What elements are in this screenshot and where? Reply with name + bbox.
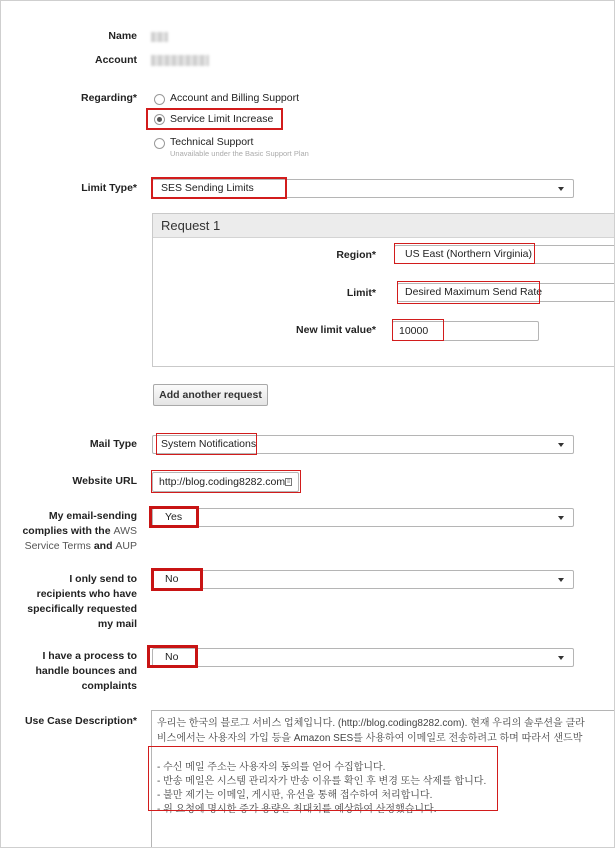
account-value-redacted	[151, 55, 209, 66]
radio-technical-support-label: Technical Support	[170, 136, 254, 148]
request-title: Request 1	[161, 218, 221, 233]
bounces-value: No	[165, 651, 179, 663]
highlight-limit-type	[151, 177, 287, 199]
use-case-label: Use Case Description*	[24, 715, 137, 727]
use-case-line: 우리는 한국의 블로그 서비스 업체입니다. (http://blog.coding8282.com). 현재 우리의 솔루션을 클라	[157, 718, 585, 729]
new-limit-label: New limit value*	[296, 324, 376, 336]
complies-line1: My email-sending	[48, 510, 137, 522]
limit-label: Limit*	[346, 287, 376, 299]
complies-and: and	[93, 540, 113, 552]
only-send-line2: recipients who have	[36, 588, 137, 600]
only-send-line1: I only send to	[69, 573, 137, 585]
only-send-select[interactable]	[152, 570, 574, 589]
use-case-line: - 위 요청에 명시한 증가 용량은 최대치를 예상하여 산정했습니다.	[157, 804, 437, 815]
complies-line2: complies with the	[22, 525, 111, 537]
limit-type-value: SES Sending Limits	[161, 182, 254, 194]
bounces-select[interactable]	[152, 648, 574, 667]
only-send-label	[2, 572, 137, 632]
chevron-down-icon	[558, 656, 564, 660]
only-send-line3: specifically requested	[27, 603, 137, 615]
bounces-line1: I have a process to	[42, 650, 137, 662]
use-case-line: - 불만 제기는 이메일, 게시판, 유선을 통해 접수하여 처리합니다.	[157, 790, 433, 801]
website-value: http://blog.coding8282.com	[159, 476, 286, 488]
chevron-down-icon	[558, 578, 564, 582]
radio-account-billing-label: Account and Billing Support	[170, 92, 299, 104]
new-limit-value: 10000	[399, 325, 429, 337]
chevron-down-icon	[558, 187, 564, 191]
aup-link[interactable]: AUP	[115, 540, 137, 552]
complies-value: Yes	[165, 511, 183, 523]
use-case-line: - 반송 메일은 시스템 관리자가 반송 이유를 확인 후 변경 또는 삭제를 합니다.	[157, 776, 487, 787]
technical-support-note: Unavailable under the Basic Support Plan	[170, 149, 309, 158]
limit-type-label: Limit Type*	[81, 182, 137, 194]
mail-type-value: System Notifications	[161, 438, 257, 450]
chevron-down-icon	[558, 443, 564, 447]
aws-link[interactable]: AWS	[113, 525, 137, 537]
autofill-icon: ≡	[286, 479, 291, 485]
radio-technical-support[interactable]	[154, 138, 165, 149]
only-send-value: No	[165, 573, 179, 585]
complies-label	[2, 509, 137, 554]
highlight-website	[151, 470, 301, 493]
region-value: US East (Northern Virginia)	[405, 248, 533, 260]
chevron-down-icon	[558, 516, 564, 520]
highlight-bounces	[147, 645, 198, 668]
only-send-line4: my mail	[97, 618, 137, 630]
highlight-complies	[149, 506, 199, 528]
use-case-line: - 수신 메일 주소는 사용자의 동의를 얻어 수집합니다.	[157, 762, 386, 773]
use-case-line: 비스에서는 사용자의 가입 등을 Amazon SES를 사용하여 이메일로 전송하려고 하며 따라서 샌드박	[157, 733, 583, 744]
service-terms-link[interactable]: Service Terms	[24, 540, 91, 552]
bounces-line3: complaints	[81, 680, 137, 692]
regarding-label: Regarding*	[80, 92, 137, 104]
highlight-region	[394, 243, 535, 264]
highlight-service-limit	[146, 108, 283, 130]
add-another-request-button[interactable]: Add another request	[153, 384, 268, 406]
website-label: Website URL	[72, 475, 137, 487]
highlight-only-send	[151, 568, 203, 591]
bounces-line2: handle bounces and	[35, 665, 137, 677]
name-value-redacted	[151, 32, 168, 42]
account-label: Account	[95, 54, 137, 66]
highlight-use-case	[148, 746, 498, 811]
radio-account-billing[interactable]	[154, 94, 165, 105]
highlight-mail-type	[156, 433, 257, 455]
region-label: Region*	[336, 249, 376, 261]
highlight-new-limit	[392, 319, 444, 341]
mail-type-label: Mail Type	[89, 438, 137, 450]
request-panel-header	[153, 214, 615, 238]
radio-service-limit-label: Service Limit Increase	[170, 113, 274, 125]
limit-value: Desired Maximum Send Rate	[405, 286, 543, 298]
complies-select[interactable]	[152, 508, 574, 527]
bounces-label	[2, 649, 137, 694]
name-label: Name	[108, 30, 137, 42]
highlight-limit	[397, 281, 543, 304]
